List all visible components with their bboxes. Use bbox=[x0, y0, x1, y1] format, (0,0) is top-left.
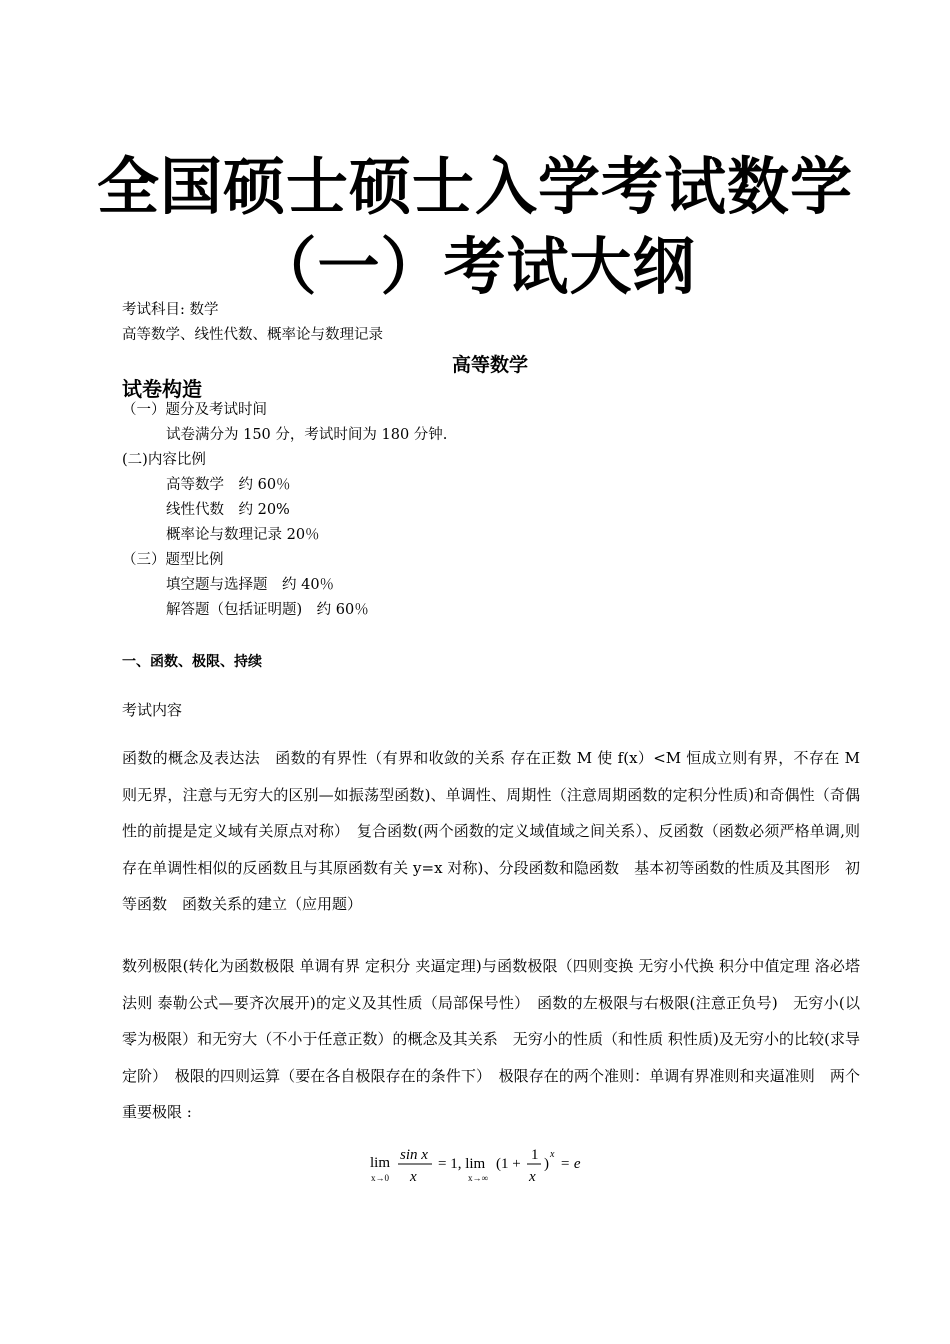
formula-sub2: x→∞ bbox=[468, 1173, 488, 1183]
structure-item: 高等数学 约 60％ bbox=[166, 477, 291, 493]
exam-subject: 考试科目: 数学 bbox=[122, 302, 219, 318]
structure-item: （一）题分及考试时间 bbox=[122, 402, 267, 418]
exam-scope: 高等数学、线性代数、概率论与数理记录 bbox=[122, 327, 383, 343]
paragraph-functions: 函数的概念及表达法 函数的有界性（有界和收敛的关系 存在正数 M 使 f(x）<M 恒成立则有界，不存在 M 则无界，注意与无穷大的区别—如振荡型函数)、单调性、周期性（注意周期函数的定积分性质)和奇偶性（奇偶性的前提是定义域有关原点对称） 复合函数(两个函数的定义域值域之间关系）、反函数（函数必须严格单调,则存在单调性相似的反函数且与其原函数有关 y=x 对称)、分段函数和隐函数 基本初等函数的性质及其图形 初等函数 函数关系的建立（应用题） bbox=[122, 749, 860, 913]
paragraph-limits: 数列极限(转化为函数极限 单调有界 定积分 夹逼定理)与函数极限（四则变换 无穷小代换 积分中值定理 洛必塔法则 泰勒公式—要齐次展开)的定义及其性质（局部保号性） 函数的左极限与右极限(注意正负号) 无穷小(以零为极限）和无穷大（不小于任意正数）的概念及其关系 无穷小的性质（和性质 积性质)及无穷小的比较(求导定阶） 极限的四则运算（要在各自极限存在的条件下） 极限存在的两个准则：单调有界准则和夹逼准则 两个重要极限 : bbox=[122, 957, 860, 1121]
structure-item: (二)内容比例 bbox=[122, 452, 206, 468]
chapter-heading: 一、函数、极限、持续 bbox=[122, 654, 262, 670]
structure-item: 线性代数 约 20% bbox=[166, 502, 290, 518]
content-label: 考试内容 bbox=[122, 701, 183, 719]
paper-structure-heading: 试卷构造 bbox=[122, 377, 202, 401]
formula-exp: x bbox=[550, 1149, 555, 1160]
structure-item: 试卷满分为 150 分，考试时间为 180 分钟. bbox=[166, 427, 448, 443]
structure-item: （三）题型比例 bbox=[122, 552, 224, 568]
structure-item: 填空题与选择题 约 40％ bbox=[166, 577, 335, 593]
formula-lim: lim bbox=[370, 1155, 391, 1171]
formula-close: ) bbox=[544, 1156, 549, 1172]
formula-den1: x bbox=[410, 1169, 417, 1185]
formula-num2: 1 bbox=[531, 1147, 539, 1163]
formula-num1: sin x bbox=[400, 1147, 428, 1163]
structure-item: 解答题（包括证明题) 约 60％ bbox=[166, 602, 369, 618]
formula-rhs: = e bbox=[560, 1156, 581, 1172]
section-heading: 高等数学 bbox=[451, 354, 528, 376]
important-limits-formula bbox=[368, 1140, 608, 1190]
formula-open: (1 + bbox=[496, 1156, 521, 1172]
structure-item: 概率论与数理记录 20％ bbox=[166, 527, 320, 543]
document-title-line2: （一）考试大纲 bbox=[254, 230, 696, 303]
formula-sub1: x→0 bbox=[371, 1173, 389, 1183]
formula-den2: x bbox=[529, 1169, 536, 1185]
formula-mid: = 1, lim bbox=[438, 1156, 486, 1172]
document-title-line1: 全国硕士硕士入学考试数学 bbox=[96, 150, 853, 223]
